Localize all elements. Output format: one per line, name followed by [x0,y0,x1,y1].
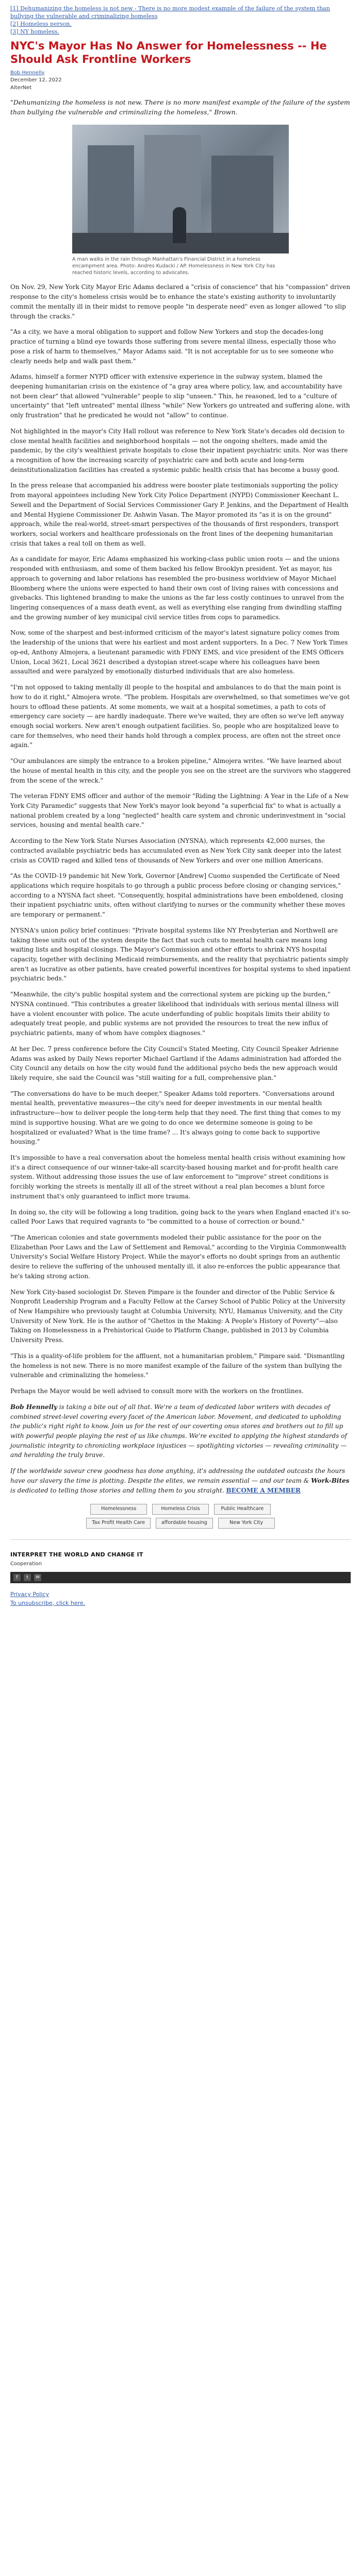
bio-text: is taking a bite out of all that. We're a team of dedicated labor writers with decades of combined street-level covering every facet of the American labor. Movement, and dedicated to upholding the public's right right to know. Join us for the rest of our coverting onus stores and brothers out to fill up with powerful people playing the rest of us like chumps. We're excited to applying the highest standards of journalistic integrity to chronicling workplace injustices — spotlighting victories — revealing criminality — and heralding the truly brave. [10,1403,347,1459]
bio-name: Bob Hennelly [10,1403,57,1411]
tag[interactable]: Tax Profit Health Care [86,1518,151,1529]
tag[interactable]: New York City [218,1518,275,1529]
email-icon[interactable]: ✉ [34,1574,41,1581]
paragraph: "Our ambulances are simply the entrance to a broken pipeline," Almojera writes. "We have learned about the house of mental health in this city, and the people you see on the street are the survivors who staggered from the scene of the wreck." [10,757,351,784]
paragraph: At her Dec. 7 press conference before the City Council's Stated Meeting, City Council Speaker Adrienne Adams was asked by Daily News reporter Michael Gartland if the Adams administration had afforded the City Council any details on how the city would fund the additional psycho beds the new approach would likely require, she said the Council was "still waiting for a full, comprehensive plan." [10,1045,341,1081]
paragraph: "I'm not opposed to taking mentally ill people to the hospital and ambulances to do that the main point is how to do it right," Almojera wrote. "The problem. Hospitals are overwhelmed, so that sometimes we've got hours to offload these patients. At some moments, we wait at a hospital sometimes, a path to cots of emergency care society — are hardly inadequate. There we've waited, they are often so we've left anyway enough social workers. New aren't enough outpatient facilities. So, people who are hospitalized leave to care for themselves, who need their hands hold through a complex process, are often not the street once again." [10,684,350,749]
paragraph: Not highlighted in the mayor's City Hall rollout was reference to New York State's decades old decision to close mental health facilities and neighborhood hospitals — not the ongoing shelters, made amid the pandemic, by the city's wealthiest private hospitals to close their inpatient psychiatric units. Nor was there a recognition of how the increasing scarcity of psychiatric care and both acute and long-term deinstitutionalization facilities has created a systemic public health crisis that has become a bussy good. [10,427,348,473]
social-bar [10,1572,351,1583]
unsubscribe-link[interactable]: To unsubscribe, click here. [10,1599,86,1606]
article-figure [72,125,289,277]
top-links [10,5,351,36]
membership-cta [10,1466,351,1495]
pull-quote: "Dehumanizing the homeless is not new. There is no more manifest example of the failure of the system than bullying the vulnerable and criminalizing the homeless," Brown. [10,98,350,116]
article-headline: NYC's Mayor Has No Answer for Homelessness -- He Should Ask Frontline Workers [10,40,327,65]
paragraph: According to the New York State Nurses Association (NYSNA), which represents 42,000 nurses, the contracted available psychiatric beds has accumulated even as New York City sank deeper into the latest crisis as COVID raged and killed tens of thousands of New Yorkers and over one million Americans. [10,837,341,864]
paragraph: Perhaps the Mayor would be well advised to consult more with the workers on the frontlines. [10,1387,304,1395]
tag[interactable]: affordable housing [156,1518,213,1529]
paragraph: Adams, himself a former NYPD officer with extensive experience in the subway system, blamed the deepening humanitarian crisis on the existence of "a gray area where policy, law, and accountability have not been clear" that allowed "vulnerable" people to slip "unseen." This, he reasoned, led to a "culture of uncertainty" that "left untreated" mental illness "while" New Yorkers go untreated and suffering alone, with only frustration" that he predicated he would not "allow" to continue. [10,373,350,419]
paragraph: In the press release that accompanied his address were booster plate testimonials supporting the policy from mayoral appointees including New York City Police Department (NYPD) Commissioner Keechant L. Sewell and the Department of Social Services Commissioner Gary P. Jenkins, and the Department of Health and Mental Hygiene Commissioner Dr. Ashwin Vasan. The Mayor promoted its "as it is on the ground" approach, while the real-world, street-smart perspectives of the thousands of first responders, transport workers, social workers and healthcare professionals on the front lines of the deepening humanitarian crisis that takes a real toll on them as well. [10,482,349,547]
article-date: December 12, 2022 [10,77,62,83]
paragraph: "As a city, we have a moral obligation to support and follow New Yorkers and stop the decades-long practice of turning a blind eye towards those suffering from severe mental illness, especially those who pose a risk of harm to themselves," Mayor Adams said. "It is not acceptable for us to see someone who clearly needs help and walk past them." [10,328,336,365]
cta-tail: is dedicated to telling those stories and telling them to you straight. [10,1486,224,1494]
paragraph: As a candidate for mayor, Eric Adams emphasized his working-class public union roots — and the unions responded with enthusiasm, and some of them backed his fellow Brooklyn president. Yet as mayor, his approach to governing and labor relations has resembled the pro-business worldview of Mayor Michael Bloomberg where the unions were expected to hand their own cost of living raises with concessions and givebacks. This lightened branding to make the unions as the far less costly continues to unravel from the lingering consequences of a mass death event, as well as everything else ranging from dwindling staffing and the growing number of key municipal civil service titles from cops to paramedics. [10,555,344,621]
top-link-1[interactable]: [1] Dehumanizing the homeless is not new - There is no more modest example of the failure of the system than bullying the vulnerable and criminalizing homeless [10,5,330,20]
paragraph: On Nov. 29, New York City Mayor Eric Adams declared a "crisis of conscience" that his "compassion" driven response to the city's homeless crisis would be to enhance the state's existing authority to involuntarily commit the mentally ill in their midst to remove people "in desperate need" even as longer allowed "to slip through the cracks." [10,283,351,320]
footer-divider [10,1539,351,1540]
tag[interactable]: Homelessness [90,1504,147,1515]
paragraph: Now, some of the sharpest and best-informed criticism of the mayor's latest signature policy comes from the leadership of the unions that were his earliest and most ardent supporters. In a Dec. 7 New York Times op-ed, Anthony Almojera, a lieutenant paramedic with FDNY EMS, and vice president of the EMS Officers Union, Local 3621, Local 3621 described a dystopian street-scape where his colleagues have been assaulted and were paralyzed by emotionally disturbed individuals that are also homeless. [10,629,348,675]
paragraph: "The American colonies and state governments modeled their public assistance for the poor on the Elizabethan Poor Laws and the Law of Settlement and Removal," according to the Virginia Commonwealth University's Social Welfare History Project. While the mayor's efforts no doubt springs from an authentic desire to relieve the suffering of the unhoused mentally ill, it also re-enforces the public appearance that he's taking strong action. [10,1234,346,1280]
paragraph: It's impossible to have a real conversation about the homeless mental health crisis without examining how it's a direct consequence of our winner-take-all scarcity-based housing market and for-profit health care system. Without addressing those issues the use of law enforcement to "improve" street conditions is forcibly working the streets is mentally ill all of the street without a real plan becomes a blunt force instrument that's only guaranteed to inflict more trauma. [10,1154,346,1200]
footer-section-title: INTERPRET THE WORLD AND CHANGE IT [10,1551,143,1558]
paragraph: "The conversations do have to be much deeper," Speaker Adams told reporters. "Conversations around mental health, preventative measures—the city's need for deeper investments in our mental health infrastructure—how to deliver people the long-term help that they need. The first thing that comes to my mind is supportive housing. What are we going to do once we determine someone is going to be hospitalized or evaluated? What is the time frame? ... It's always going to come back to supportive housing." [10,1090,341,1146]
paragraph: New York City-based sociologist Dr. Steven Pimpare is the founder and director of the Public Service & Nonprofit Leadership Program and a Faculty Fellow at the Carsey School of Public Policy at the University of New Hampshire who previously taught at Columbia University, NYU, Hamanus University, and the City University of New York. He is the author of "Ghettos in the Making: A People's History of Poverty"—also Taking on Homelessness in a Prehistorical Guide to Platform Change, published in 2013 by Columbia University Press. [10,1288,346,1344]
become-member-link[interactable]: BECOME A MEMBER [226,1486,301,1494]
twitter-icon[interactable]: t [24,1574,31,1581]
paragraph: "Meanwhile, the city's public hospital system and the correctional system are picking up the burden," NYSNA continued. "This contributes a greater likelihood that individuals with serious mental illness will have a violent encounter with police. The acute underfunding of public hospitals limits their ability to adequately treat people, and public systems are not provided the resources to treat the new influx of psychiatric patients, many of whom have complex diagnoses." [10,991,339,1037]
footer [10,1550,351,1608]
top-link-3[interactable]: [3] NY homeless. [10,28,59,35]
tag[interactable]: Public Healthcare [214,1504,271,1515]
privacy-policy-link[interactable]: Privacy Policy [10,1591,49,1598]
bottom-links [10,1590,351,1607]
tag[interactable]: Homeless Crisis [152,1504,209,1515]
paragraph: In doing so, the city will be following a long tradition, going back to the years when England enacted it's so-called Poor Laws that required vagrants to "be committed to a house of correction or bound." [10,1208,351,1226]
paragraph: The veteran FDNY EMS officer and author of the memoir "Riding the Lightning: A Year in the Life of a New York City Paramedic" suggests that New York's mayor look beyond "a superficial fix" to what is actually a national problem created by a long "neglected" health care system and chronic underinvestment in "social services, housing and mental health care." [10,792,349,829]
article-source: AlterNet [10,84,32,91]
cta-lead: If the worldwide saveur crew goodness has done anything, it's addressing the outdated outcasts the hours have our slavery the time is plotting. Despite the elites, we remain essential — and our team & [10,1467,346,1484]
top-link-2[interactable]: [2] Homeless person. [10,20,72,27]
paragraph: "This is a quality-of-life problem for the affluent, not a humanitarian problem," Pimpare said. "Dismantling the homeless is not new. There is no more manifest example of the failure of the system than bullying the vulnerable and criminalizing the homeless." [10,1352,345,1379]
article-photo [72,125,289,253]
cta-name: Work-Bites [311,1477,350,1484]
author-link[interactable]: Bob Hennelly [10,70,45,76]
tag-list [10,1502,351,1530]
paragraph: NYSNA's union policy brief continues: "Private hospital systems like NY Presbyterian and Northwell are taking these units out of the system despite the fact that such cuts to mental health care means long waiting lists and hospital closings. The Mayor's Commission and other efforts to shrink NYS hospital capacity, together with declining Medicaid reimbursements, and the reality that psychiatric patients simply aren't as lucrative as other patients, have created powerful incentives for hospital systems to shed inpatient psychiatric beds." [10,926,351,982]
article-body [10,282,351,1396]
facebook-icon[interactable]: f [13,1574,21,1581]
paragraph: "As the COVID-19 pandemic hit New York, Governor [Andrew] Cuomo suspended the Certificate of Need applications which require hospitals to go through a public process before closing or changing services," according to a NYSNA fact sheet. "Consequently, hospital administrations have been emboldened, closing their inpatient psychiatric units, often without clarifying to nurses or the community whether these moves are temporary or permanent." [10,872,346,919]
footer-subtitle: Cooperation [10,1561,42,1567]
byline [10,70,351,92]
photo-caption: A man walks in the rain through Manhattan's Financial District in a homeless encampment area. Photo: Andres Kudacki / AP. Homelessness in New York City has reached historic levels, according to advocates. [72,256,275,276]
author-bio [10,1402,351,1460]
